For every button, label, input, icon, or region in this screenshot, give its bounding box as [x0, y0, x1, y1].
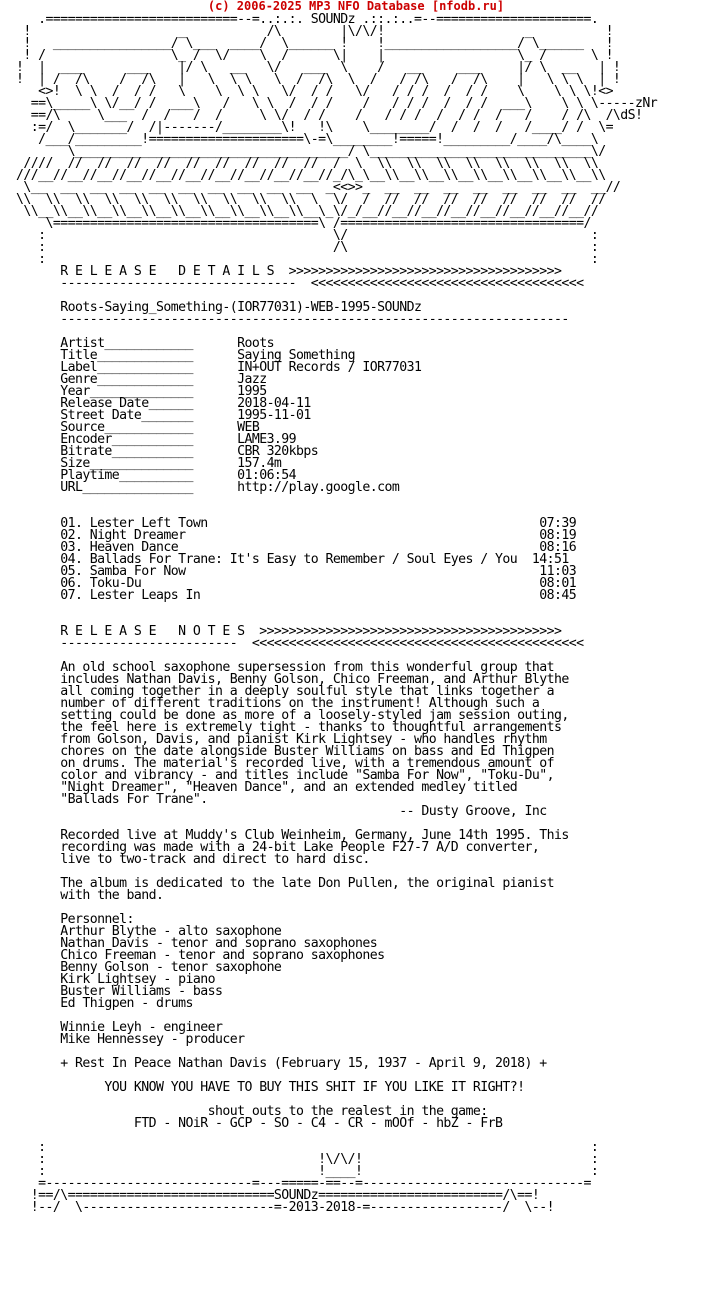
- release-detail-row: Title_____________ Saying Something: [16, 348, 355, 363]
- release-notes-line: color and vibrancy - and titles include "Samba For Now", "Toku-Du",: [16, 768, 554, 783]
- site-header-title: (c) 2006-2025 MP3 NFO Database [nfodb.ru]: [207, 0, 505, 13]
- release-details-heading: R E L E A S E D E T A I L S >>>>>>>>>>>>>>>>>>>>>>>>>>>>>>>>>>>>>: [16, 264, 562, 279]
- release-notes-line: number of different traditions on the instrument! Although such a: [16, 696, 540, 711]
- release-detail-row: Playtime__________ 01:06:54: [16, 468, 297, 483]
- ascii-art-line: : /\ :: [16, 240, 599, 255]
- ascii-art-line: \\__\\__\\__\\__\\__\\__\\__\\__\\__\\__\_\/_/__//__//__//__//__//__//__//__//: [16, 204, 599, 219]
- release-name: Roots-Saying_Something-(IOR77031)-WEB-1995-SOUNDz: [16, 300, 422, 315]
- ascii-art-line: ! ________________/ \___ ____/ \______ ! !__________________/ \______ !: [16, 36, 613, 51]
- ascii-art-line: \__ __ __ __ __ __ __ __ __ __ _<<>>_ __ __ __ __ __ __ __ __//: [16, 180, 621, 195]
- ascii-art-line: .==========================--=..:.:. SOUNDz .::.:..=--=====================.: [16, 12, 599, 27]
- release-detail-row: Year______________ 1995: [16, 384, 267, 399]
- release-notes-line: all coming together in a deeply soulful style that links together a: [16, 684, 554, 699]
- release-notes-line: live to two-track and direct to hard disc.: [16, 852, 370, 867]
- ascii-art-line: ==/\ \___ / / / / \ \/ / / / / / / / / / / / / /\ /\dS!: [16, 108, 643, 123]
- release-detail-row: URL_______________ http://play.google.com: [16, 480, 400, 495]
- release-notes-line: Mike Hennessey - producer: [16, 1032, 245, 1047]
- tracklist-row: 02. Night Dreamer 08:19: [16, 528, 577, 543]
- release-notes-line: Arthur Blythe - alto saxophone: [16, 924, 282, 939]
- tracklist-row: 04. Ballads For Trane: It's Easy to Remember / Soul Eyes / You 14:51: [16, 552, 569, 567]
- release-notes-line: recording was made with a 24-bit Lake People F27-7 A/D converter,: [16, 840, 540, 855]
- release-notes-line: Ed Thigpen - drums: [16, 996, 193, 1011]
- tracklist-row: 05. Samba For Now 11:03: [16, 564, 577, 579]
- release-notes-line: with the band.: [16, 888, 164, 903]
- release-notes-line: + Rest In Peace Nathan Davis (February 15, 1937 - April 9, 2018) +: [16, 1056, 547, 1071]
- release-detail-row: Label_____________ IN+OUT Records / IOR77031: [16, 360, 422, 375]
- ascii-art-line: : :: [16, 252, 599, 267]
- release-detail-row: Size______________ 157.4m: [16, 456, 282, 471]
- release-notes-line: from Golson, Davis, and pianist Kirk Lightsey - who handles rhythm: [16, 732, 547, 747]
- ascii-art-line: ! _ /\ |\/\/! _ !: [16, 24, 613, 39]
- release-detail-row: Bitrate___________ CBR 320kbps: [16, 444, 319, 459]
- release-detail-row: Source____________ WEB: [16, 420, 260, 435]
- release-notes-line: YOU KNOW YOU HAVE TO BUY THIS SHIT IF YOU LIKE IT RIGHT?!: [16, 1080, 525, 1095]
- ascii-art-line: \====================================\ /=================================/: [16, 216, 591, 231]
- release-notes-line: includes Nathan Davis, Benny Golson, Chico Freeman, and Arthur Blythe: [16, 672, 569, 687]
- footer-art-line: : !____! :: [16, 1164, 599, 1179]
- release-notes-line: the feel here is extremely tight - thanks to thoughtful arrangements: [16, 720, 562, 735]
- release-notes-line: chores on the date alongside Buster Williams on bass and Ed Thigpen: [16, 744, 554, 759]
- tracklist-row: 07. Lester Leaps In 08:45: [16, 588, 577, 603]
- footer-art-line: !==/\============================SOUNDz=========================/\==!: [16, 1188, 540, 1203]
- release-notes-line: Personnel:: [16, 912, 134, 927]
- release-notes-line: Winnie Leyh - engineer: [16, 1020, 223, 1035]
- nfo-text: [16, 14, 657, 1214]
- ascii-art-line: ! | ___ ___ |/ \ __ \/ ___ \ / __ ___ |/ \ __ | !: [16, 60, 621, 75]
- ascii-art-line: //// // // // // // // // // // / \ \\ \\ \\ \\ \\ \\ \\ \\: [16, 156, 599, 171]
- release-notes-line: on drums. The material's recorded live, with a tremendous amount of: [16, 756, 554, 771]
- release-notes-line: shout outs to the realest in the game:: [16, 1104, 488, 1119]
- tracklist-row: 03. Heaven Dance 08:16: [16, 540, 577, 555]
- ascii-art-line: \_____________________________________/ \______________________________\/: [16, 144, 606, 159]
- ascii-art-line: <>! \ \ / / / \ \ \ \ \/ / / \/ / / / / / / \ \ \ \!<>: [16, 84, 613, 99]
- release-name-rule: ---------------------------------------------------------------------: [16, 312, 569, 327]
- release-detail-row: Genre_____________ Jazz: [16, 372, 267, 387]
- ascii-art-line: : \/ :: [16, 228, 599, 243]
- ascii-art-line: \\ \\ \\ \\ \\ \\ \\ \\ \\ \\ \ \/ / // // // // // // // //: [16, 192, 606, 207]
- release-detail-row: Street Date_______ 1995-11-01: [16, 408, 311, 423]
- release-notes-line: -- Dusty Groove, Inc: [16, 804, 547, 819]
- release-notes-line: Kirk Lightsey - piano: [16, 972, 215, 987]
- release-notes-line: Recorded live at Muddy's Club Weinheim, Germany, June 14th 1995. This: [16, 828, 569, 843]
- release-notes-line: FTD - NOiR - GCP - SO - C4 - CR - mOOf - hbZ - FrB: [16, 1116, 503, 1131]
- ascii-art-line: ! | / /\ / /\ | \ \ \ \ / /\ \ / / /\ / /\ | \ \ \ | !: [16, 72, 621, 87]
- ascii-art-line: /___/_________!=====================\-=\________!=====!_________/____/\____\: [16, 132, 599, 147]
- release-notes-line: "Night Dreamer", "Heaven Dance", and an extended medley titled: [16, 780, 518, 795]
- release-detail-row: Release Date______ 2018-04-11: [16, 396, 311, 411]
- release-notes-line: setting could be done as more of a loosely-styled jam session outing,: [16, 708, 569, 723]
- ascii-art-line: ///__//__//__//__//__//__//__//__//__//__//_/\_\__\\__\\__\\__\\__\\__\\__\\__\\: [16, 168, 606, 183]
- footer-art-line: : :: [16, 1140, 599, 1155]
- release-notes-line: Benny Golson - tenor saxophone: [16, 960, 282, 975]
- footer-art-line: !--/ \--------------------------=-2013-2018-=------------------/ \--!: [16, 1200, 554, 1215]
- ascii-art-line: ==\_____\ \/__/ / ___\ / \ \ / / / / / / / / / / ___\ \ \ \-----zNr: [16, 96, 658, 111]
- release-notes-line: Buster Williams - bass: [16, 984, 223, 999]
- release-notes-underline: ------------------------ <<<<<<<<<<<<<<<<<<<<<<<<<<<<<<<<<<<<<<<<<<<<<: [16, 636, 584, 651]
- tracklist-row: 01. Lester Left Town 07:39: [16, 516, 577, 531]
- release-notes-line: Chico Freeman - tenor and soprano saxophones: [16, 948, 385, 963]
- release-notes-line: Nathan Davis - tenor and soprano saxophones: [16, 936, 378, 951]
- release-detail-row: Encoder___________ LAME3.99: [16, 432, 297, 447]
- tracklist-row: 06. Toku-Du 08:01: [16, 576, 577, 591]
- release-details-underline: -------------------------------- <<<<<<<<<<<<<<<<<<<<<<<<<<<<<<<<<<<<<: [16, 276, 584, 291]
- ascii-art-line: ! / \_ / \/ \ / \| | \_ / \ !: [16, 48, 613, 63]
- release-notes-line: The album is dedicated to the late Don Pullen, the original pianist: [16, 876, 554, 891]
- release-detail-row: Artist____________ Roots: [16, 336, 274, 351]
- footer-art-line: =----------------------------=---=====-==--=------------------------------=: [16, 1176, 591, 1191]
- ascii-art-line: :=/ \_______/ /|-------/________\! !\ \________/ / / / /____/ / \=: [16, 120, 613, 135]
- release-notes-line: An old school saxophone supersession from this wonderful group that: [16, 660, 554, 675]
- release-notes-heading: R E L E A S E N O T E S >>>>>>>>>>>>>>>>>>>>>>>>>>>>>>>>>>>>>>>>>: [16, 624, 562, 639]
- footer-art-line: : !\/\/! :: [16, 1152, 599, 1167]
- release-notes-line: "Ballads For Trane".: [16, 792, 208, 807]
